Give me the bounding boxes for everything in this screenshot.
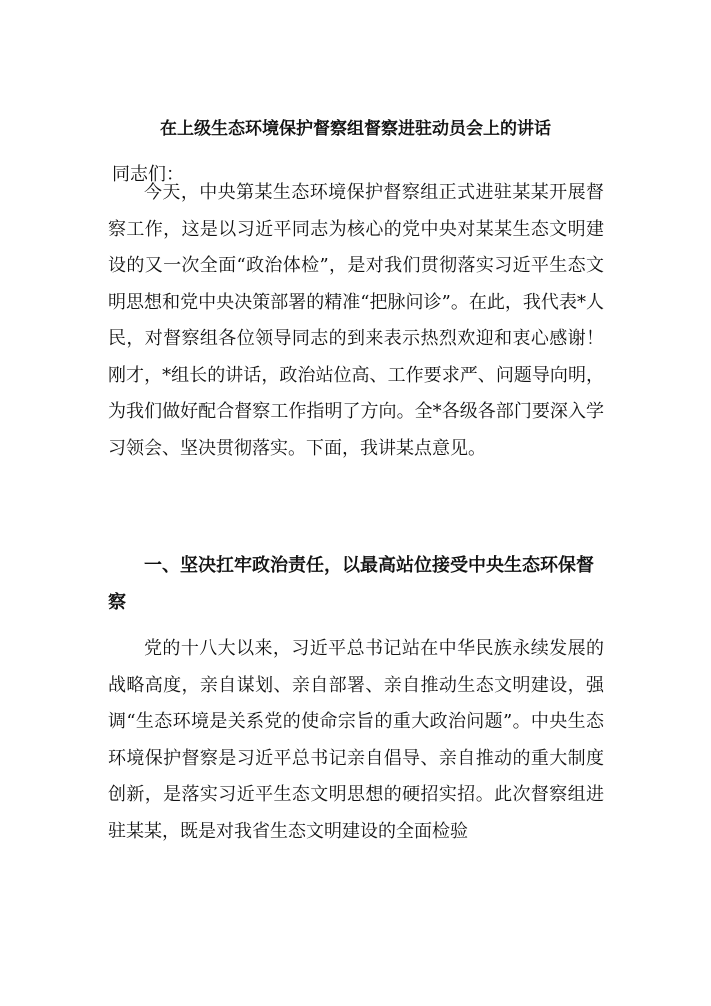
section-heading-1: 一、坚决扛牢政治责任，以最高站位接受中央生态环保督察 — [108, 555, 594, 613]
salutation: 同志们： — [112, 164, 184, 185]
paragraph-intro: 今天，中央第某生态环境保护督察组正式进驻某某开展督察工作，这是以习近平同志为核心的党中央对某某生态文明建设的又一次全面“政治体检”，是对我们贯彻落实习近平生态文明思想和党中央决策部署的精准“把脉问诊”。在此，我代表*人民，对督察组各位领导同志的到来表示热烈欢迎和衷心感谢！刚才，*组长的讲话，政治站位高、工作要求严、问题导向明，为我们做好配合督察工作指明了方向。全*各级各部门要深入学习领会、坚决贯彻落实。下面，我讲某点意见。 — [108, 182, 604, 459]
paragraph-section-1: 党的十八大以来，习近平总书记站在中华民族永续发展的战略高度，亲自谋划、亲自部署、亲自推动生态文明建设，强调“生态环境是关系党的使命宗旨的重大政治问题”。中央生态环境保护督察是习近平总书记亲自倡导、亲自推动的重大制度创新，是落实习近平生态文明思想的硬招实招。此次督察组进驻某某，既是对我省生态文明建设的全面检验 — [108, 638, 604, 842]
document-title: 在上级生态环境保护督察组督察进驻动员会上的讲话 — [160, 119, 551, 139]
